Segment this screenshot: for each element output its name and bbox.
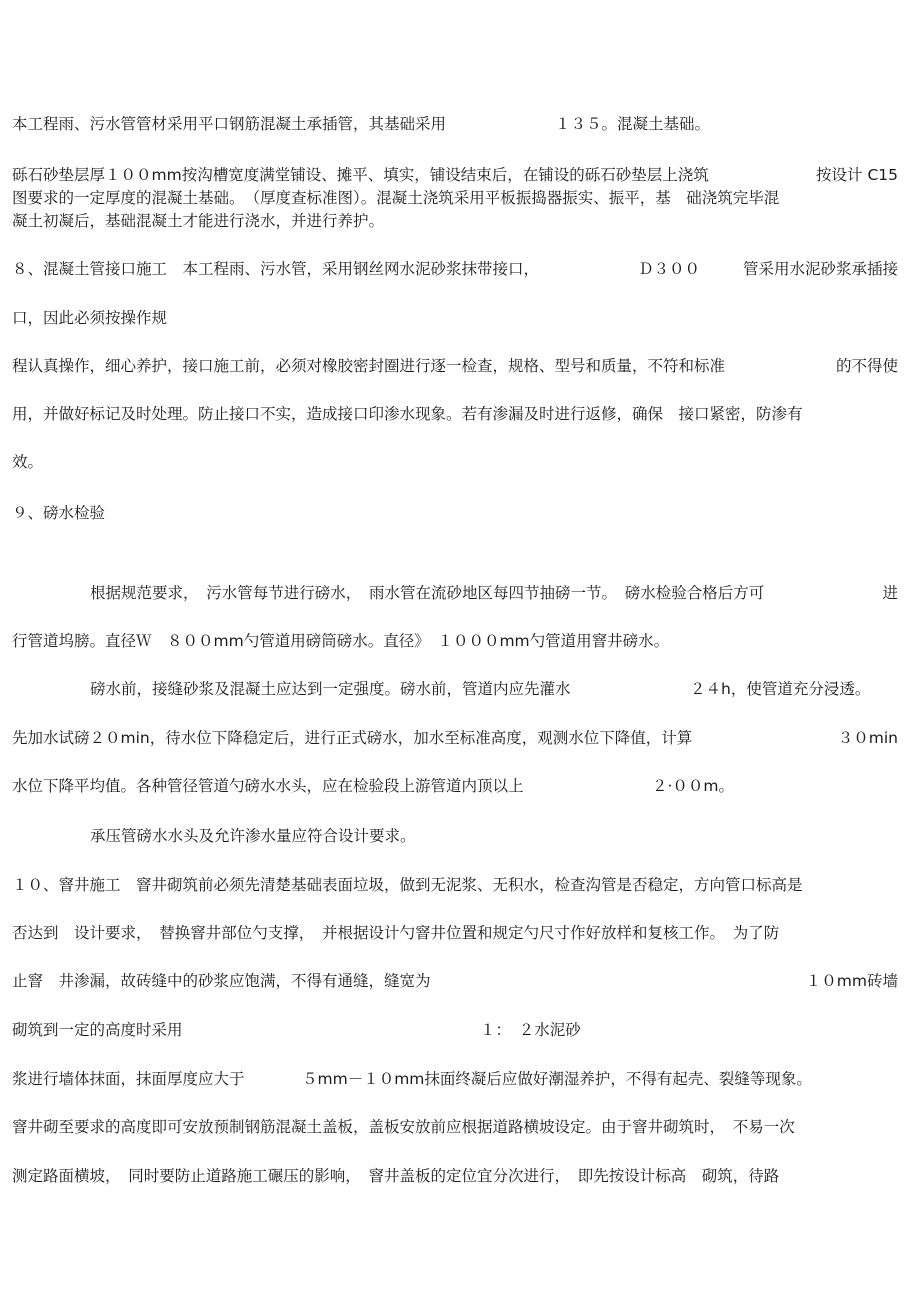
text-line-20: 砌筑到一定的高度时采用 １： ２水泥砂 [12,1021,581,1039]
section-heading-9: ９、磅水检验 [12,504,106,522]
text-line-14: 先加水试磅２０min，待水位下降稳定后，进行正式磅水，加水至标准高度，观测水位下降值，计算 ３０min [12,729,898,747]
text-line-9: 效。 [12,453,44,471]
text-line-16: 承压管磅水水头及允许渗水量应符合设计要求。 [90,827,416,845]
text-line-13: 磅水前，接缝砂浆及混凝土应达到一定强度。磅水前，管道内应先灌水 ２４h，使管道充分浸透。 [90,680,871,698]
text-line-22: 窨井砌至要求的高度即可安放预制钢筋混凝土盖板，盖板安放前应根据道路横坡设定。由于窨井砌筑时， 不易一次 [12,1118,795,1136]
text-line-8: 用，并做好标记及时处理。防止接口不实，造成接口印渗水现象。若有渗漏及时进行返修，确保 接口紧密，防渗有 [12,405,803,423]
text-line-11: 根据规范要求， 污水管每节进行磅水， 雨水管在流砂地区每四节抽磅一节。 磅水检验合格后方可 进 [90,584,898,602]
text-line-19: 止窨 井渗漏，故砖缝中的砂浆应饱满，不得有通缝，缝宽为 １０mm砖墙 [12,972,898,990]
text-line-12: 行管道坞膀。直径Ｗ ８００mm勺管道用磅筒磅水。直径》 １０００mm勺管道用窨井磅水。 [12,632,670,650]
text-line-1: 本工程雨、污水管管材采用平口钢筋混凝土承插管，其基础采用 １３５。混凝土基础。 [12,115,711,133]
text-line-23: 测定路面横坡， 同时要防止道路施工碾压的影响， 窨井盖板的定位宜分次进行， 即先按设计标高 砌筑，待路 [12,1167,780,1185]
text-line-4: 凝土初凝后，基础混凝土才能进行浇水，并进行养护。 [12,212,385,230]
text-line-2: 砾石砂垫层厚１００mm按沟槽宽度满堂铺设、摊平、填实，铺设结束后，在铺设的砾石砂垫层上浇筑 按设计 C15 [12,166,898,184]
text-line-17: １０、窨井施工 窨井砌筑前必须先清楚基础表面垃圾，做到无泥浆、无积水，检查沟管是否稳定，方向管口标高是 [12,876,803,894]
text-line-6: 口，因此必须按操作规 [12,309,168,327]
text-line-5: ８、混凝土管接口施工 本工程雨、污水管，采用钢丝网水泥砂浆抹带接口， Ｄ３００ 管采用水泥砂浆承插接 [12,260,898,278]
text-line-7: 程认真操作，细心养护，接口施工前，必须对橡胶密封圈进行逐一检查，规格、型号和质量，不符和标准 的不得使 [12,357,898,375]
text-line-15: 水位下降平均值。各种管径管道勺磅水水头，应在检验段上游管道内顶以上 ２·００m。 [12,777,735,795]
text-line-3: 图要求的一定厚度的混凝土基础。 （厚度查标准图）。混凝土浇筑采用平板振捣器振实、振平，基 础浇筑完毕混 [12,189,780,207]
text-line-18: 否达到 设计要求， 替换窨井部位勺支撑， 并根据设计勺窨井位置和规定勺尺寸作好放样和复核工作。 为了防 [12,924,780,942]
text-line-21: 浆进行墙体抹面，抹面厚度应大于 ５mm－１０mm抹面终凝后应做好潮湿养护，不得有起壳、裂缝等现象。 [12,1070,812,1088]
